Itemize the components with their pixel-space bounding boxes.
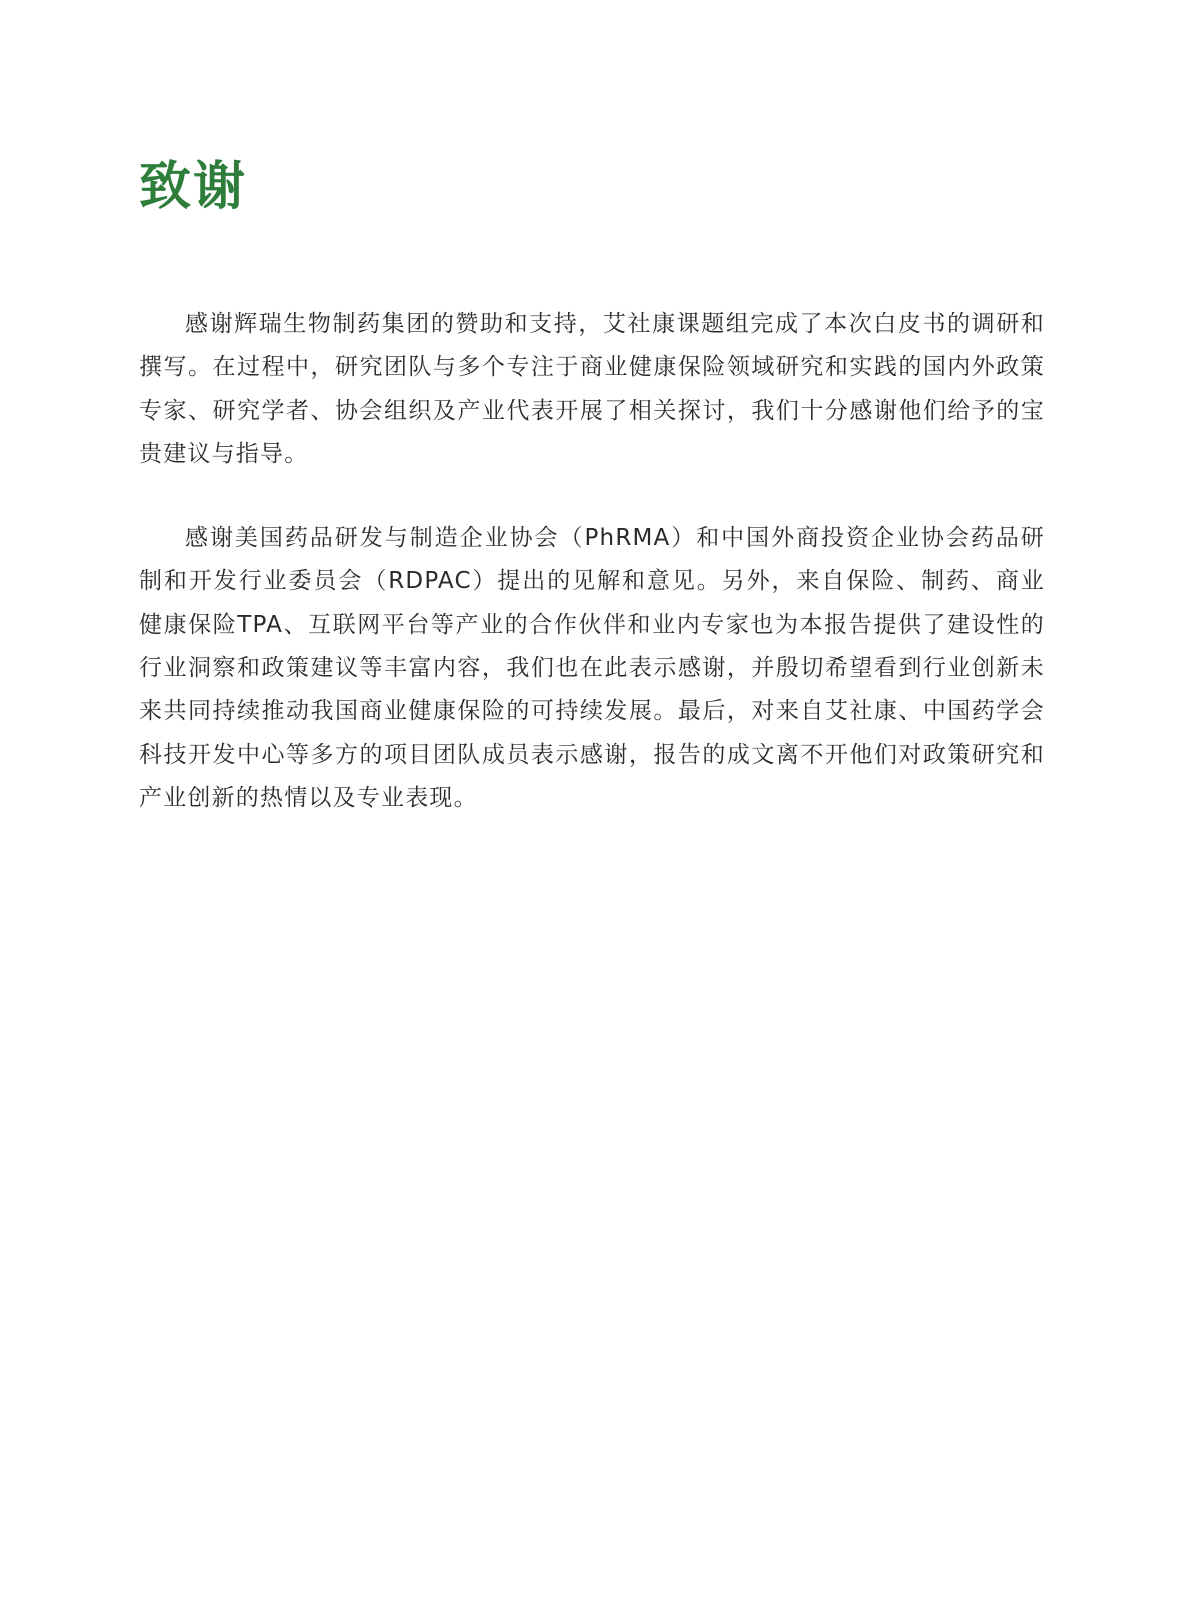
paragraph-2: 感谢美国药品研发与制造企业协会（PhRMA）和中国外商投资企业协会药品研制和开发行业委员会（RDPAC）提出的见解和意见。另外，来自保险、制药、商业健康保险TPA、互联网平台等产业的合作伙伴和业内专家也为本报告提供了建设性的行业洞察和政策建议等丰富内容，我们也在此表示感谢，并殷切希望看到行业创新未来共同持续推动我国商业健康保险的可持续发展。最后，对来自艾社康、中国药学会科技开发中心等多方的项目团队成员表示感谢，报告的成文离不开他们对政策研究和产业创新的热情以及专业表现。	[139, 525, 1045, 811]
paragraph-1: 感谢辉瑞生物制药集团的赞助和支持，艾社康课题组完成了本次白皮书的调研和撰写。在过程中，研究团队与多个专注于商业健康保险领域研究和实践的国内外政策专家、研究学者、协会组织及产业代表开展了相关探讨，我们十分感谢他们给予的宝贵建议与指导。	[139, 311, 1045, 467]
acknowledgement-body	[139, 303, 1045, 820]
page-title: 致谢	[139, 157, 248, 217]
